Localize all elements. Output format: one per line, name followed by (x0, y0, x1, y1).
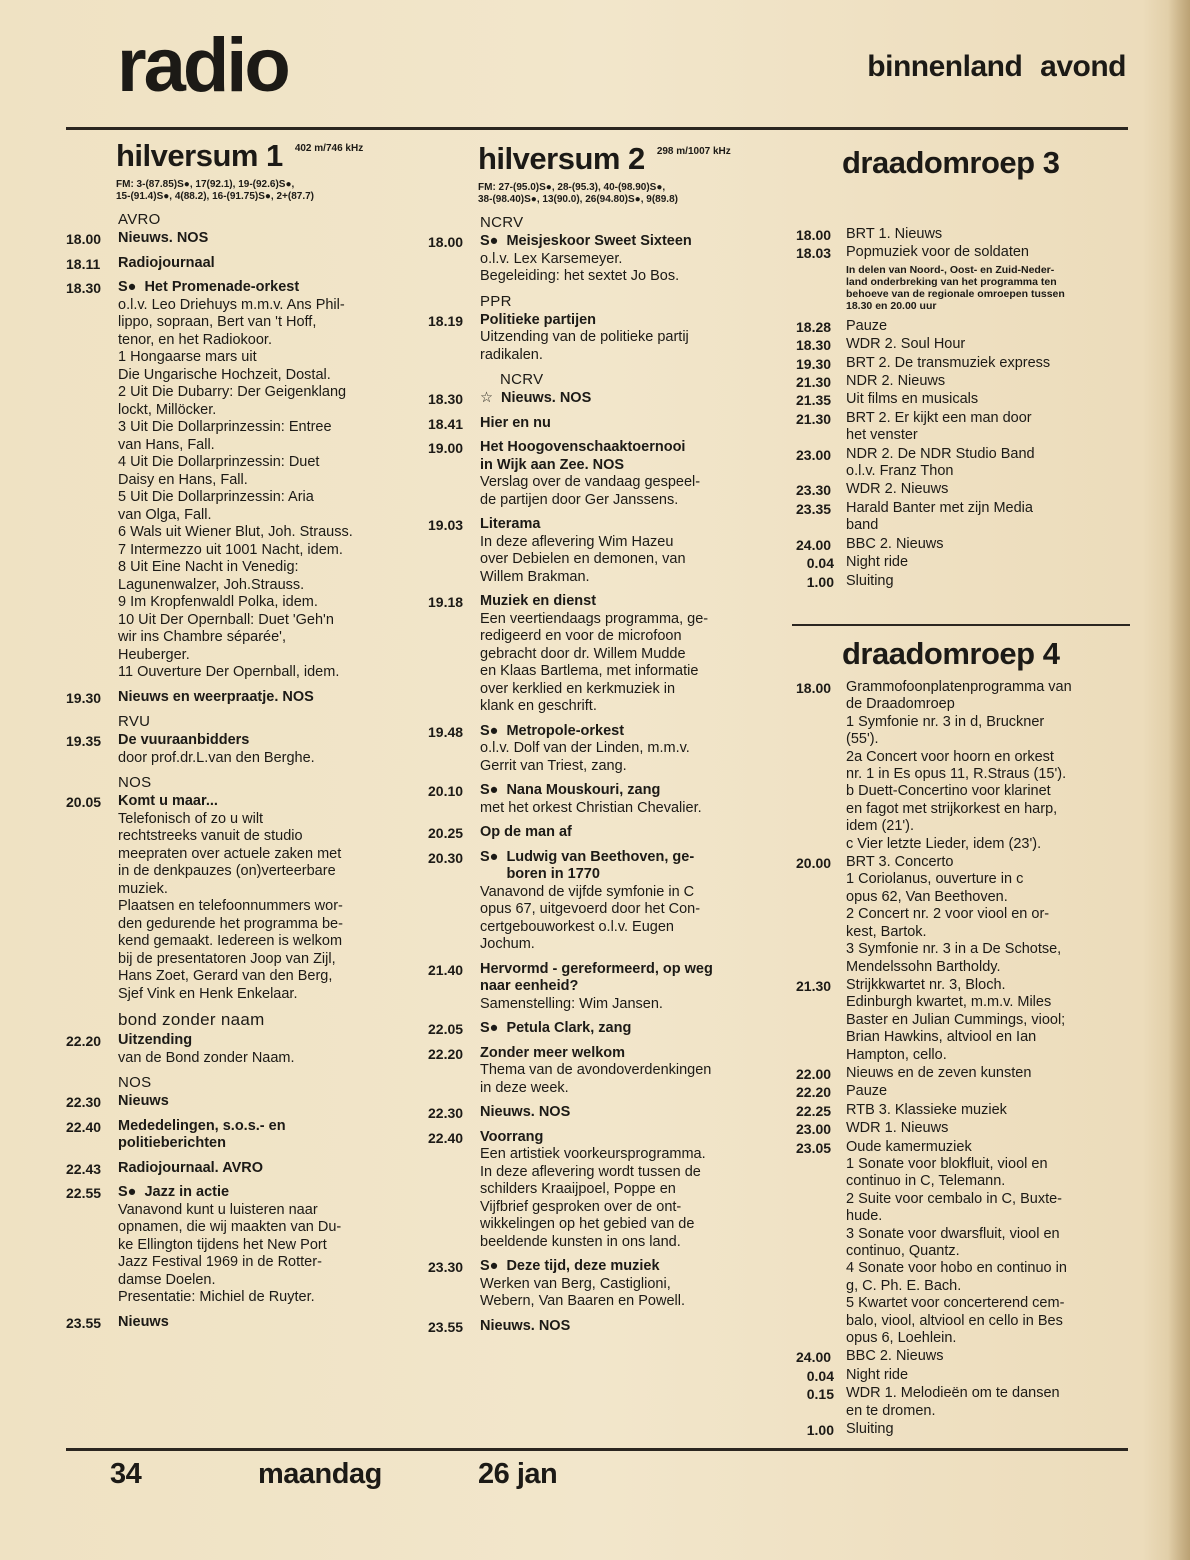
program-time: 22.40 (428, 1129, 464, 1146)
program-title: BRT 2. Er kijkt een man door het venster (846, 409, 1032, 444)
program-title: RTB 3. Klassieke muziek (846, 1101, 1007, 1118)
program-entry (428, 516, 778, 586)
program-title: Sluiting (846, 572, 894, 589)
program-title: Nieuws (118, 1093, 169, 1109)
program-time: 19.48 (428, 723, 464, 740)
program-title: Nieuws. NOS (118, 230, 209, 246)
program-description: o.l.v. Dolf van der Linden, m.m.v. Gerrit van Triest, zang. (480, 740, 690, 774)
program-description: Oude kamermuziek 1 Sonate voor blokfluit, viool en continuo in C, Telemann. 2 Suite voor cembalo in C, Buxte- hude. 3 Sonate voor dwarsfluit, viool en continuo, Quantz. 4 Sonate voor hobo en continuo in g, C. Ph. E. Bach. 5 Kwartet voor concerterend cem- balo, viool, altviool en cello in Bes opus 6, Loehlein. (846, 1138, 1067, 1347)
program-entry (428, 723, 778, 776)
program-note: In delen van Noord-, Oost- en Zuid-Neder- land onderbreking van het programma ten behoeve van de regionale omroepen tussen 18.30 en 20.00 uur (846, 263, 1065, 312)
program-time: 0.15 (806, 1386, 834, 1403)
station-title: draadomroep 4 (842, 636, 1060, 671)
program-entry (428, 1129, 778, 1252)
program-time: 22.20 (428, 1045, 464, 1062)
program-description: met het orkest Christian Chevalier. (480, 799, 702, 816)
section-label-region: binnenland (867, 50, 1023, 83)
program-time: 19.30 (796, 355, 832, 372)
program-time: 20.10 (428, 783, 464, 799)
station-title: draadomroep 3 (842, 145, 1060, 180)
program-time: 19.30 (66, 689, 102, 706)
program-entry (66, 793, 416, 1003)
program-description: Telefonisch of zo u wilt rechtstreeks vanuit de studio meepraten over actuele zaken met in de denkpauzes (on)verteerbare muziek. Plaatsen en telefoonnummers wor- den gedurende het programma be- kend gemaakt. Iedereen is welkom bij de presentatoren Joop van Zijl, Hans Zoet, Gerard van den Berg, Sjef Vink en Henk Enkelaar. (118, 810, 343, 1002)
program-entry (66, 255, 416, 273)
station-frequency: 402 m/746 kHz (294, 143, 364, 154)
program-title: Nana Mouskouri, zang (506, 782, 661, 798)
program-entry (796, 1367, 1136, 1384)
program-time: 18.19 (428, 312, 464, 329)
program-entry (796, 1385, 1136, 1420)
program-entry (66, 1314, 416, 1332)
program-time: 19.18 (428, 594, 464, 610)
program-time: 24.00 (796, 536, 832, 553)
program-entry (796, 500, 1136, 535)
broadcaster-label: bond zonder naam (118, 1010, 265, 1029)
program-entry (428, 1020, 778, 1038)
program-entry (428, 849, 778, 954)
program-entry (796, 1083, 1136, 1100)
program-time: 18.30 (66, 280, 102, 296)
program-description: door prof.dr.L.van den Berghe. (118, 749, 315, 766)
program-time: 21.30 (796, 374, 832, 391)
program-entry (428, 1318, 778, 1336)
column-draadomroep-4 (796, 638, 1136, 1439)
program-time: 22.30 (428, 1105, 464, 1121)
column-hilversum-2 (428, 140, 778, 1342)
program-entry (796, 446, 1136, 481)
program-entry (66, 1093, 416, 1111)
column-draadomroep-3 (796, 140, 1136, 591)
program-time: 22.43 (66, 1160, 102, 1177)
program-title: WDR 1. Melodieën om te dansen en te dromen. (846, 1385, 1060, 1419)
program-time: 18.00 (428, 234, 464, 250)
program-time: 23.00 (796, 446, 832, 463)
program-time: 20.25 (428, 825, 464, 841)
stereo-icon: S● (118, 279, 137, 295)
program-entry (66, 279, 416, 682)
program-title: BBC 2. Nieuws (846, 1348, 944, 1365)
program-entry (66, 732, 416, 767)
program-time: 18.11 (66, 255, 101, 272)
program-time: 21.40 (428, 961, 464, 978)
program-title: Op de man af (480, 824, 572, 840)
program-description: Werken van Berg, Castiglioni, Webern, Van Baaren en Powell. (480, 1275, 686, 1309)
broadcaster-label: RVU (118, 713, 151, 730)
program-entry (796, 854, 1136, 976)
program-time: 18.30 (796, 337, 832, 354)
program-entry (796, 536, 1136, 553)
program-description: Vanavond de vijfde symfonie in C opus 67, uitgevoerd door het Con- certgebouworkest o.l.v. Eugen Jochum. (480, 883, 701, 952)
program-time: 19.03 (428, 517, 464, 533)
program-title: De vuuraanbidders (118, 732, 250, 748)
program-description: Thema van de avondoverdenkingen in deze week. (480, 1062, 712, 1096)
program-time: 24.00 (796, 1349, 832, 1366)
program-description: Uitzending van de politieke partij radikalen. (480, 329, 689, 363)
program-entry (796, 1348, 1136, 1365)
program-entry (796, 554, 1136, 571)
program-entry (66, 689, 416, 707)
program-title: Hervormd - gereformeerd, op weg naar eenheid? (480, 960, 713, 994)
program-time: 0.04 (806, 555, 834, 572)
program-title: Het Promenade-orkest (144, 279, 300, 295)
program-title: Mededelingen, s.o.s.- en politieberichten (118, 1117, 286, 1151)
program-entry (796, 1421, 1136, 1438)
program-entry (796, 1139, 1136, 1348)
program-title: Komt u maar... (118, 793, 218, 809)
program-title: Nieuws en de zeven kunsten (846, 1064, 1032, 1081)
program-time: 23.55 (428, 1318, 464, 1335)
program-description: Een artistiek voorkeursprogramma. In deze aflevering wordt tussen de schilders Kraaijpoel, Poppe en Vijfbrief gesproken over de ont- wikkelingen op het gebied van de beeldende kunsten in ons land. (480, 1146, 706, 1250)
program-time: 22.05 (428, 1021, 464, 1037)
program-entry (796, 336, 1136, 353)
program-entry (796, 391, 1136, 408)
broadcaster-label: NOS (118, 1074, 152, 1091)
program-title: Radiojournaal (118, 254, 215, 271)
program-title: Het Hoogovenschaaktoernooi in Wijk aan Zee. NOS (480, 439, 686, 473)
program-time: 21.30 (796, 977, 832, 994)
station-title: hilversum 1 $^{402 m/746 kHz}$ (116, 138, 364, 173)
program-time: 21.35 (796, 392, 832, 409)
program-entry (66, 1184, 416, 1307)
program-time: 23.55 (66, 1314, 102, 1331)
program-title: Jazz in actie (144, 1184, 230, 1200)
program-time: 20.00 (796, 855, 832, 872)
program-title: Nieuws (118, 1313, 169, 1330)
stereo-icon: S● (480, 233, 499, 249)
program-entry (796, 355, 1136, 372)
program-entry (796, 244, 1136, 311)
program-title: Zonder meer welkom (480, 1044, 626, 1061)
program-title: Uit films en musicals (846, 391, 979, 408)
station-frequency: 298 m/1007 kHz (656, 146, 731, 157)
program-description: Strijkkwartet nr. 3, Bloch. Edinburgh kwartet, m.m.v. Miles Baster en Julian Cummings, viool; Brian Hawkins, altviool en Ian Hampton, cello. (846, 976, 1066, 1063)
program-time: 0.04 (806, 1367, 834, 1384)
broadcaster-label: NCRV (480, 214, 524, 231)
program-entry (796, 373, 1136, 390)
program-time: 22.25 (796, 1102, 832, 1119)
program-title: Meisjeskoor Sweet Sixteen (506, 233, 692, 249)
program-title: NDR 2. De NDR Studio Band o.l.v. Franz Thon (846, 445, 1035, 480)
program-entry (796, 573, 1136, 590)
program-entry (428, 1045, 778, 1098)
bottom-rule (66, 1448, 1128, 1451)
column-hilversum-1 (66, 140, 416, 1338)
program-time: 22.00 (796, 1065, 832, 1082)
stereo-icon: S● (118, 1184, 137, 1200)
program-description: Samenstelling: Wim Jansen. (480, 995, 663, 1012)
program-entry (796, 1102, 1136, 1119)
fm-frequencies: FM: 27-(95.0)S●, 28-(95.3), 40-(98.90)S●, 38-(98.40)S●, 13(90.0), 26(94.80)S●, 9(89.8) (478, 182, 678, 205)
program-title: Nieuws. NOS (480, 1317, 571, 1334)
program-title: WDR 2. Nieuws (846, 481, 949, 498)
program-title: Night ride (846, 1366, 909, 1383)
program-time: 19.00 (428, 440, 464, 456)
program-entry (66, 230, 416, 248)
program-description: van de Bond zonder Naam. (118, 1049, 295, 1066)
program-time: 23.00 (796, 1121, 832, 1138)
stereo-icon: S● (480, 782, 499, 798)
program-time: 22.55 (66, 1185, 102, 1201)
masthead: radio (117, 23, 288, 108)
program-entry (428, 1104, 778, 1122)
program-entry (428, 439, 778, 509)
program-time: 20.05 (66, 794, 102, 810)
program-title: Politieke partijen (480, 311, 597, 328)
program-time: 18.03 (796, 245, 832, 262)
program-title: Muziek en dienst (480, 593, 597, 609)
program-time: 23.05 (796, 1139, 832, 1156)
page-number: 34 (110, 1458, 142, 1490)
top-rule (66, 127, 1128, 130)
station-title: hilversum 2 $^{298 m/1007 kHz}$ (478, 141, 731, 176)
program-title: BBC 2. Nieuws (846, 535, 944, 552)
section-label-time: avond (1040, 50, 1126, 83)
program-description: Grammofoonplatenprogramma van de Draadomroep 1 Symfonie nr. 3 in d, Bruckner (55'). 2a Concert voor hoorn en orkest nr. 1 in Es opus 11, R.Straus (15'). b Duett-Concertino voor klarinet en fagot met strijkorkest en harp, idem (21'). c Vier letzte Lieder, idem (23'). (846, 679, 1072, 852)
program-description: Verslag over de vandaag gespeel- de partijen door Ger Janssens. (480, 474, 701, 508)
program-title: Harald Banter met zijn Media band (846, 499, 1033, 534)
program-time: 20.30 (428, 849, 464, 866)
program-title: Metropole-orkest (506, 722, 625, 739)
program-entry (428, 312, 778, 365)
program-title: Nieuws. NOS (501, 390, 592, 406)
program-entry (428, 593, 778, 716)
star-icon: ☆ (480, 390, 493, 406)
program-entry (796, 226, 1136, 243)
program-entry (796, 1120, 1136, 1137)
program-entry (796, 977, 1136, 1064)
program-title: Nieuws. NOS (480, 1104, 571, 1120)
footer-date: 26 jan (478, 1458, 558, 1490)
program-entry (428, 390, 778, 408)
program-title: Ludwig van Beethoven, ge- boren in 1770 (506, 848, 695, 882)
program-time: 22.20 (796, 1084, 832, 1101)
program-entry (66, 1118, 416, 1153)
program-title: Deze tijd, deze muziek (506, 1258, 660, 1274)
program-time: 22.40 (66, 1118, 102, 1135)
program-title: Voorrang (480, 1128, 544, 1145)
program-time: 18.30 (428, 391, 464, 407)
program-time: 18.28 (796, 318, 832, 335)
stereo-icon: S● (480, 848, 499, 865)
program-time: 22.20 (66, 1033, 102, 1049)
program-title: Popmuziek voor de soldaten (846, 244, 1029, 261)
program-title: Literama (480, 516, 541, 532)
program-description: Vanavond kunt u luisteren naar opnamen, die wij maakten van Du- ke Ellington tijdens het New Port Jazz Festival 1969 in de Rotter- damse Doelen. Presentatie: Michiel de Ruyter. (118, 1201, 342, 1305)
fm-frequencies: FM: 3-(87.85)S●, 17(92.1), 19-(92.6)S●, 15-(91.4)S●, 4(88.2), 16-(91.75)S●, 2+(87.7) (116, 179, 315, 202)
section-label (867, 50, 1126, 84)
program-time: 1.00 (806, 573, 834, 590)
program-title: BRT 2. De transmuziek express (846, 354, 1051, 371)
program-entry (428, 233, 778, 286)
program-title: Pauze (846, 317, 888, 334)
program-entry (428, 782, 778, 817)
program-time: 23.35 (796, 500, 832, 517)
program-time: 1.00 (806, 1422, 834, 1439)
program-time: 18.00 (66, 231, 102, 247)
page-edge-shadow (1168, 0, 1190, 1560)
program-description: o.l.v. Lex Karsemeyer. Begeleiding: het sextet Jo Bos. (480, 250, 680, 284)
program-entry (796, 1065, 1136, 1082)
program-entry (66, 1032, 416, 1067)
program-time: 21.30 (796, 410, 832, 427)
program-title: Radiojournaal. AVRO (118, 1159, 264, 1176)
broadcaster-label: AVRO (118, 211, 161, 228)
broadcaster-label: PPR (480, 292, 512, 310)
program-title: Night ride (846, 554, 909, 571)
program-entry (428, 824, 778, 842)
program-entry (428, 961, 778, 1014)
program-description: o.l.v. Leo Driehuys m.m.v. Ans Phil- lippo, sopraan, Bert van 't Hoff, tenor, en het Radiokoor. 1 Hongaarse mars uit Die Ungarische Hochzeit, Dostal. 2 Uit Die Dubarry: Der Geigenklang lockt, Millöcker. 3 Uit Die Dollarprinzessin: Entree van Hans, Fall. 4 Uit Die Dollarprinzessin: Duet Daisy en Hans, Fall. 5 Uit Die Dollarprinzessin: Aria van Olga, Fall. 6 Wals uit Wiener Blut, Joh. Strauss. 7 Intermezzo uit 1001 Nacht, idem. 8 Uit Eine Nacht in Venedig: Lagunenwalzer, Joh.Strauss. 9 Im Kropfenwaldl Polka, idem. 10 Uit Der Opernball: Duet 'Geh'n wir ins Chambre séparée', Heuberger. 11 Ouverture Der Opernball, idem. (118, 296, 353, 680)
program-time: 18.00 (796, 227, 832, 243)
broadcaster-label: NCRV (500, 371, 544, 388)
program-time: 23.30 (796, 482, 832, 499)
program-time: 22.30 (66, 1094, 102, 1110)
stereo-icon: S● (480, 1020, 499, 1036)
program-entry (66, 1160, 416, 1178)
program-entry (796, 410, 1136, 445)
footer-day: maandag (258, 1458, 382, 1490)
stereo-icon: S● (480, 722, 499, 739)
program-title: Nieuws en weerpraatje. NOS (118, 688, 314, 705)
program-description: Een veertiendaags programma, ge- redigeerd en voor de microfoon gebracht door dr. Willem Mudde en Klaas Bartlema, met informatie over kerklied en kerkmuziek in klank en geschrift. (480, 610, 709, 714)
program-time: 19.35 (66, 733, 102, 749)
program-entry (796, 679, 1136, 853)
program-time: 18.00 (796, 680, 832, 696)
program-entry (428, 1258, 778, 1311)
program-title: WDR 2. Soul Hour (846, 336, 966, 353)
program-title: WDR 1. Nieuws (846, 1120, 949, 1137)
program-title: Hier en nu (480, 414, 551, 431)
program-title: BRT 1. Nieuws (846, 226, 943, 242)
program-entry (796, 481, 1136, 498)
section-divider (792, 624, 1130, 626)
program-title: Uitzending (118, 1032, 193, 1048)
program-description: BRT 3. Concerto 1 Coriolanus, ouverture in c opus 62, Van Beethoven. 2 Concert nr. 2 voor viool en or- kest, Bartok. 3 Symfonie nr. 3 in a De Schotse, Mendelssohn Bartholdy. (846, 854, 1062, 975)
program-description: In deze aflevering Wim Hazeu over Debielen en demonen, van Willem Brakman. (480, 533, 686, 585)
program-title: NDR 2. Nieuws (846, 373, 946, 390)
program-time: 23.30 (428, 1259, 464, 1275)
program-time: 18.41 (428, 415, 464, 432)
program-title: Petula Clark, zang (506, 1020, 632, 1036)
program-title: Pauze (846, 1083, 888, 1100)
stereo-icon: S● (480, 1258, 499, 1274)
program-entry (796, 318, 1136, 335)
program-title: Sluiting (846, 1421, 894, 1438)
program-entry (428, 415, 778, 433)
broadcaster-label: NOS (118, 774, 152, 791)
